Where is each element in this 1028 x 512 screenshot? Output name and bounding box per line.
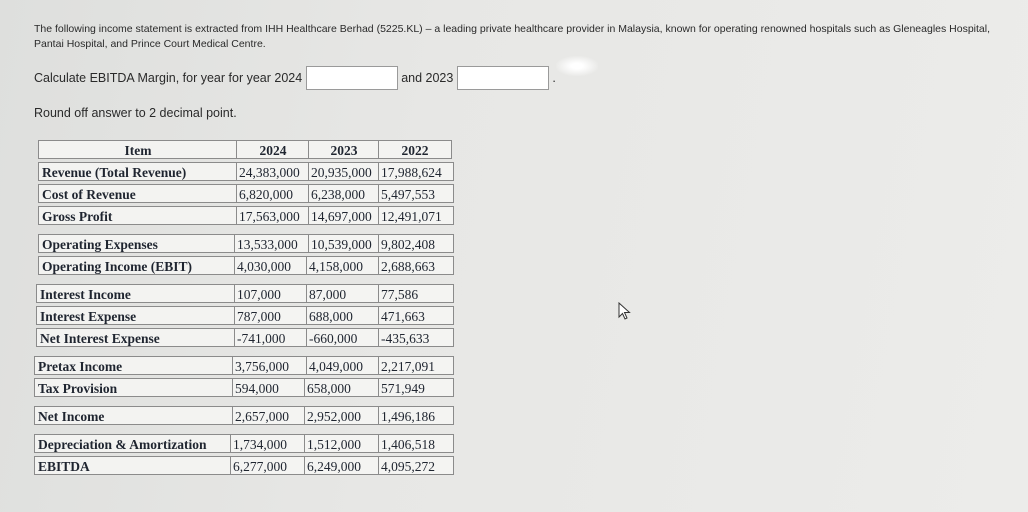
row-label: Interest Expense <box>36 306 236 325</box>
row-label: Operating Expenses <box>38 234 236 253</box>
cell-v2022: 5,497,553 <box>378 184 454 203</box>
cell-v2024: 13,533,000 <box>234 234 310 253</box>
question-prefix: Calculate EBITDA Margin, for year for year 2024 <box>34 71 303 85</box>
cell-v2024: 6,820,000 <box>236 184 310 203</box>
row-label: Depreciation & Amortization <box>34 434 232 453</box>
cell-v2024: 17,563,000 <box>236 206 310 225</box>
header-2022: 2022 <box>378 140 452 159</box>
cell-v2023: 87,000 <box>306 284 380 303</box>
question-suffix: . <box>552 71 556 85</box>
cell-v2023: 688,000 <box>306 306 380 325</box>
cell-v2022: 12,491,071 <box>378 206 454 225</box>
answer-2023-input[interactable] <box>457 66 549 90</box>
cell-v2024: 2,657,000 <box>232 406 306 425</box>
cell-v2023: 6,249,000 <box>304 456 380 475</box>
header-2023: 2023 <box>308 140 380 159</box>
cell-v2023: 4,049,000 <box>306 356 380 375</box>
cell-v2024: 24,383,000 <box>236 162 310 181</box>
round-note: Round off answer to 2 decimal point. <box>34 106 237 120</box>
cell-v2022: -435,633 <box>378 328 454 347</box>
cell-v2023: 2,952,000 <box>304 406 380 425</box>
cell-v2024: 6,277,000 <box>230 456 306 475</box>
income-statement-table <box>34 138 454 480</box>
cell-v2023: 10,539,000 <box>308 234 380 253</box>
row-label: Interest Income <box>36 284 236 303</box>
cell-v2022: 9,802,408 <box>378 234 454 253</box>
row-label: Net Interest Expense <box>36 328 236 347</box>
cell-v2023: 6,238,000 <box>308 184 380 203</box>
answer-2024-input[interactable] <box>306 66 398 90</box>
question-middle: and 2023 <box>401 71 454 85</box>
cell-v2024: -741,000 <box>234 328 308 347</box>
mouse-pointer-icon <box>618 302 632 320</box>
row-label: Gross Profit <box>38 206 238 225</box>
cell-v2023: 14,697,000 <box>308 206 380 225</box>
screen-glare <box>556 56 598 76</box>
cell-v2024: 4,030,000 <box>234 256 308 275</box>
cell-v2022: 1,496,186 <box>378 406 454 425</box>
cell-v2022: 571,949 <box>378 378 454 397</box>
row-label: Cost of Revenue <box>38 184 238 203</box>
cell-v2022: 17,988,624 <box>378 162 454 181</box>
header-2024: 2024 <box>236 140 310 159</box>
cell-v2023: 658,000 <box>304 378 380 397</box>
cell-v2022: 471,663 <box>378 306 454 325</box>
intro-text: The following income statement is extracted from IHH Healthcare Berhad (5225.KL) – a leading private healthcare provider in Malaysia, known for operating renowned hospitals such as Gleneagles Hospital, Pantai Hospital, and Prince Court Medical Centre. <box>34 23 991 50</box>
cell-v2024: 107,000 <box>234 284 308 303</box>
row-label: Revenue (Total Revenue) <box>38 162 238 181</box>
cell-v2024: 1,734,000 <box>230 434 306 453</box>
cell-v2023: -660,000 <box>306 328 380 347</box>
row-label: Operating Income (EBIT) <box>38 256 236 275</box>
question-row <box>34 64 556 92</box>
row-label: EBITDA <box>34 456 232 475</box>
header-item: Item <box>38 140 238 159</box>
cell-v2024: 3,756,000 <box>232 356 308 375</box>
cell-v2022: 77,586 <box>378 284 454 303</box>
cell-v2023: 20,935,000 <box>308 162 380 181</box>
cell-v2022: 4,095,272 <box>378 456 454 475</box>
cell-v2023: 4,158,000 <box>306 256 380 275</box>
cell-v2022: 2,688,663 <box>378 256 454 275</box>
cell-v2024: 787,000 <box>234 306 308 325</box>
row-label: Net Income <box>34 406 234 425</box>
cell-v2023: 1,512,000 <box>304 434 380 453</box>
row-label: Pretax Income <box>34 356 234 375</box>
cell-v2024: 594,000 <box>232 378 306 397</box>
cell-v2022: 1,406,518 <box>378 434 454 453</box>
row-label: Tax Provision <box>34 378 234 397</box>
cell-v2022: 2,217,091 <box>378 356 454 375</box>
